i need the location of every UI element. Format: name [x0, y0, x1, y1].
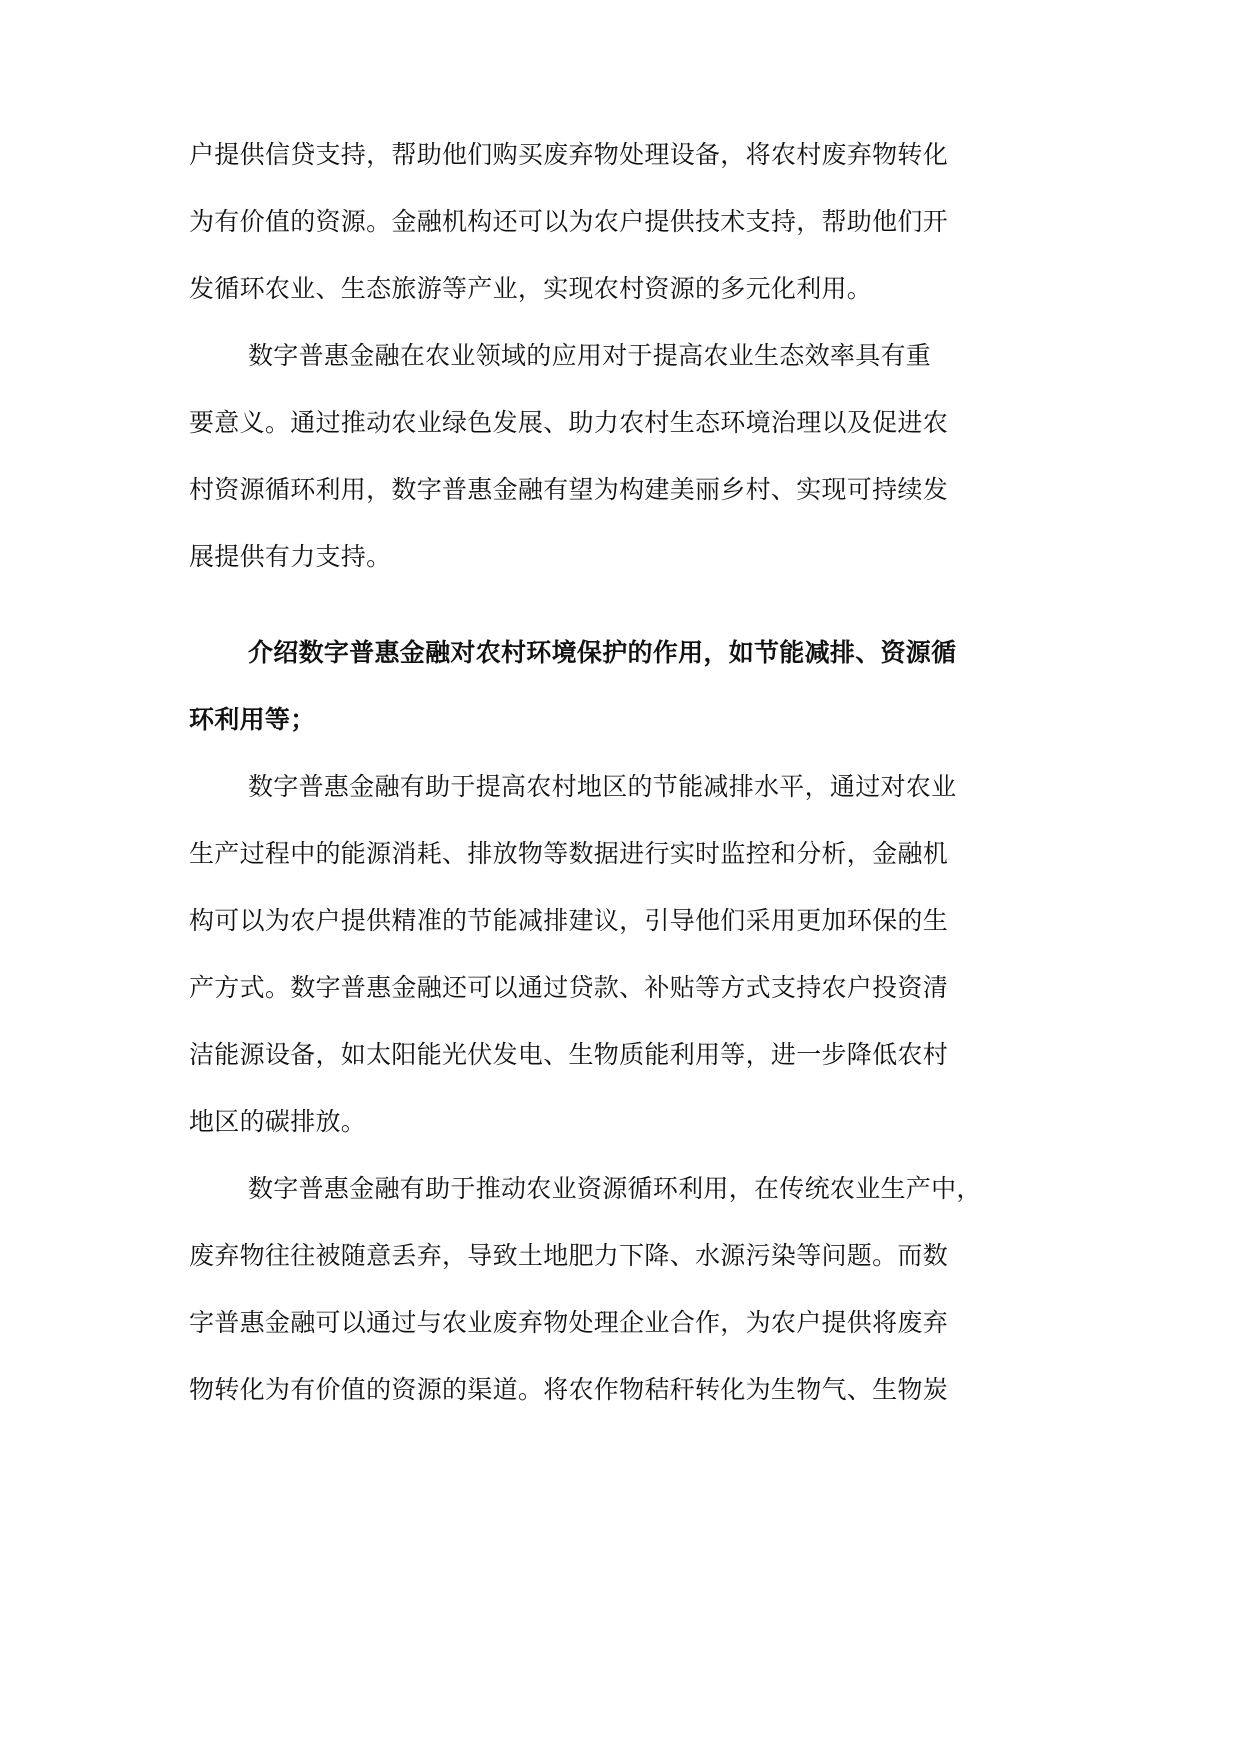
paragraph-2-line-1: 数字普惠金融在农业领域的应用对于提高农业生态效率具有重 [248, 341, 932, 370]
paragraph-3-line-1: 数字普惠金融有助于提高农村地区的节能减排水平，通过对农业 [248, 772, 957, 801]
section-heading-line-1: 介绍数字普惠金融对农村环境保护的作用，如节能减排、资源循 [248, 638, 957, 667]
paragraph-4-line-4: 物转化为有价值的资源的渠道。将农作物秸秆转化为生物气、生物炭 [189, 1375, 949, 1404]
paragraph-1-line-1: 户提供信贷支持，帮助他们购买废弃物处理设备，将农村废弃物转化 [189, 140, 949, 169]
paragraph-3-line-2: 生产过程中的能源消耗、排放物等数据进行实时监控和分析，金融机 [189, 839, 949, 868]
paragraph-3-line-6: 地区的碳排放。 [189, 1107, 367, 1136]
paragraph-2-line-2: 要意义。通过推动农业绿色发展、助力农村生态环境治理以及促进农 [189, 408, 949, 437]
paragraph-2-line-4: 展提供有力支持。 [189, 542, 392, 571]
paragraph-3-line-5: 洁能源设备，如太阳能光伏发电、生物质能利用等，进一步降低农村 [189, 1040, 949, 1069]
section-heading-line-2: 环利用等； [189, 705, 316, 734]
paragraph-4-line-2: 废弃物往往被随意丢弃，导致土地肥力下降、水源污染等问题。而数 [189, 1241, 949, 1270]
paragraph-4-line-1: 数字普惠金融有助于推动农业资源循环利用，在传统农业生产中， [248, 1174, 982, 1203]
paragraph-3-line-4: 产方式。数字普惠金融还可以通过贷款、补贴等方式支持农户投资清 [189, 973, 949, 1002]
paragraph-4-line-3: 字普惠金融可以通过与农业废弃物处理企业合作，为农户提供将废弃 [189, 1308, 949, 1337]
paragraph-1-line-2: 为有价值的资源。金融机构还可以为农户提供技术支持，帮助他们开 [189, 207, 949, 236]
paragraph-1-line-3: 发循环农业、生态旅游等产业，实现农村资源的多元化利用。 [189, 274, 873, 303]
paragraph-3-line-3: 构可以为农户提供精准的节能减排建议，引导他们采用更加环保的生 [189, 906, 949, 935]
paragraph-2-line-3: 村资源循环利用，数字普惠金融有望为构建美丽乡村、实现可持续发 [189, 475, 949, 504]
